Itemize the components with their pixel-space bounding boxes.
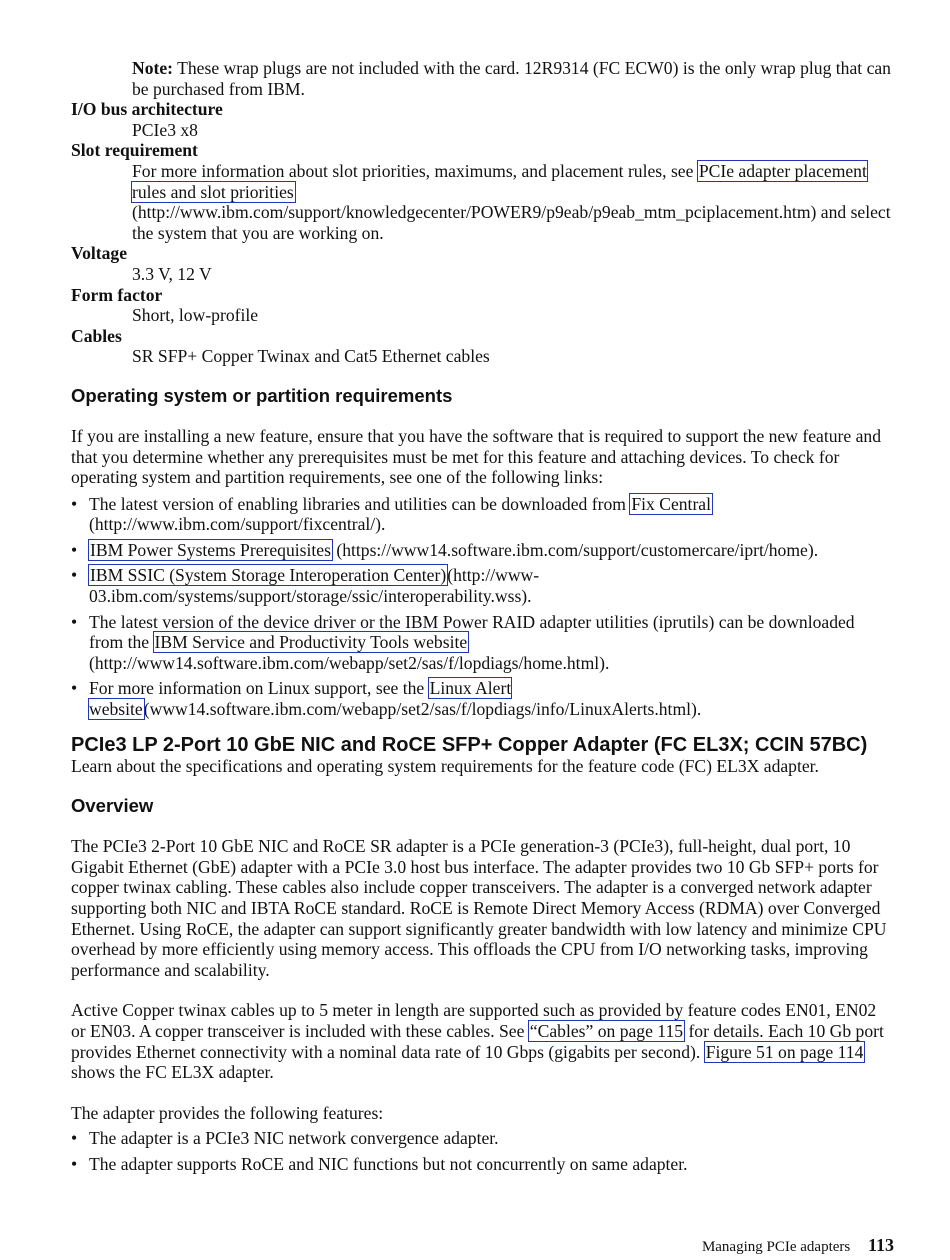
list-item (71, 494, 893, 535)
service-tools-link[interactable]: IBM Service and Productivity Tools website (154, 632, 468, 653)
spec-value-voltage: 3.3 V, 12 V (132, 263, 212, 284)
figure-51-link[interactable]: Figure 51 on page 114 (705, 1041, 864, 1062)
bullet-text-pre: For more information on Linux support, see the (89, 678, 425, 699)
spec-value-cables: SR SFP+ Copper Twinax and Cat5 Ethernet cables (132, 346, 490, 367)
os-link-list (71, 494, 893, 720)
slot-placement-link[interactable]: PCIe adapter placement rules and slot priorities (132, 160, 867, 202)
list-item (71, 678, 893, 719)
note-paragraph (71, 58, 893, 99)
bullet-text-post: (http://www-03.ibm.com/systems/support/storage/ssic/interoperability.wss). (89, 565, 540, 607)
note-label: Note: (132, 58, 174, 78)
page-footer (702, 1235, 894, 1256)
os-requirements-heading: Operating system or partition requirements (71, 384, 453, 406)
linux-alert-link[interactable]: Linux Alert website (89, 678, 512, 720)
spec-term-cables: Cables (71, 325, 122, 346)
power-prereq-link[interactable]: IBM Power Systems Prerequisites (90, 539, 331, 560)
spec-list (71, 99, 893, 367)
overview-heading: Overview (71, 795, 154, 817)
adapter-intro: Learn about the specifications and operating system requirements for the feature code (FC) EL3X adapter. (71, 755, 819, 776)
document-page (71, 58, 893, 1180)
note-text: These wrap plugs are not included with the card. 12R9314 (FC ECW0) is the only wrap plug that can be purchased from IBM. (132, 58, 891, 99)
para2-text-c: shows the FC EL3X adapter. (71, 1062, 274, 1083)
bullet-text-post: (http://www.ibm.com/support/fixcentral/). (89, 514, 386, 535)
list-item (71, 612, 893, 674)
list-item: • The adapter is a PCIe3 NIC network convergence adapter. (71, 1128, 893, 1149)
overview-paragraph-2 (71, 1000, 893, 1082)
overview-paragraph-1: The PCIe3 2-Port 10 GbE NIC and RoCE SR adapter is a PCIe generation-3 (PCIe3), full-height, dual port, 10 Gigabit Ethernet (GbE) adapter with a PCIe 3.0 host bus interface. The adapter provides two 10 Gb SFP+ ports for copper twinax cabling. These cables also include copper transceivers. The adapter is a converged network adapter supporting both NIC and IBTA RoCE standard. RoCE is Remote Direct Memory Access (RDMA) over Converged Ethernet. Using RoCE, the adapter can support significantly greater bandwidth with low latency and minimize CPU overhead by more efficiently using memory access. This offloads the CPU from I/O networking tasks, improving performance and scalability. (71, 836, 887, 980)
os-intro: If you are installing a new feature, ensure that you have the software that is required to support the new feature and that you determine whether any prerequisites must be met for this feature and attaching devices. To check for operating system and partition requirements, see one of the following links: (71, 425, 881, 488)
spec-value-form-factor: Short, low-profile (132, 305, 259, 326)
ssic-link[interactable]: IBM SSIC (System Storage Interoperation Center) (90, 565, 447, 586)
features-list (71, 1128, 893, 1174)
fix-central-link[interactable]: Fix Central (631, 493, 711, 514)
cables-page-link[interactable]: “Cables” on page 115 (529, 1020, 684, 1041)
spec-term-bus: I/O bus architecture (71, 99, 223, 120)
adapter-heading: PCIe3 LP 2-Port 10 GbE NIC and RoCE SFP+ Copper Adapter (FC EL3X; CCIN 57BC) (71, 733, 868, 756)
list-item: • The adapter supports RoCE and NIC functions but not concurrently on same adapter. (71, 1154, 893, 1175)
spec-term-slot: Slot requirement (71, 140, 198, 161)
bullet-text-pre: The latest version of the device driver or the IBM Power RAID adapter utilities (iprutils) can be downloaded from the (89, 611, 855, 653)
page-number: 113 (867, 1235, 894, 1255)
slot-text-post: (http://www.ibm.com/support/knowledgecenter/POWER9/p9eab/p9eab_mtm_pciplacement.htm) and select the system that you are working on. (132, 202, 891, 243)
spec-value-bus: PCIe3 x8 (132, 119, 198, 140)
bullet-text-pre: The latest version of enabling libraries and utilities can be downloaded from (89, 493, 626, 514)
bullet-text-post: (http://www14.software.ibm.com/webapp/set2/sas/f/lopdiags/home.html). (89, 652, 610, 673)
spec-term-form-factor: Form factor (71, 284, 163, 305)
para2-text-a: Active Copper twinax cables up to 5 meter in length are supported such as provided by feature codes EN01, EN02 or EN03. A copper transceiver is included with these cables. See (71, 1000, 877, 1041)
bullet-text-post: (https://www14.software.ibm.com/support/customercare/iprt/home). (336, 539, 819, 560)
footer-section-title: Managing PCIe adapters (701, 1239, 851, 1255)
para2-text-b: for details. Each 10 Gb port provides Ethernet connectivity with a nominal data rate of 10 Gbps (gigabits per second). (71, 1020, 884, 1062)
list-item (71, 540, 893, 561)
list-item (71, 565, 893, 606)
features-intro: The adapter provides the following features: (71, 1102, 384, 1123)
bullet-text-post: (www14.software.ibm.com/webapp/set2/sas/f/lopdiags/info/LinuxAlerts.html). (143, 699, 702, 720)
spec-value-slot (132, 161, 893, 243)
spec-term-voltage: Voltage (71, 243, 128, 264)
slot-text-pre: For more information about slot priorities, maximums, and placement rules, see (132, 160, 694, 181)
